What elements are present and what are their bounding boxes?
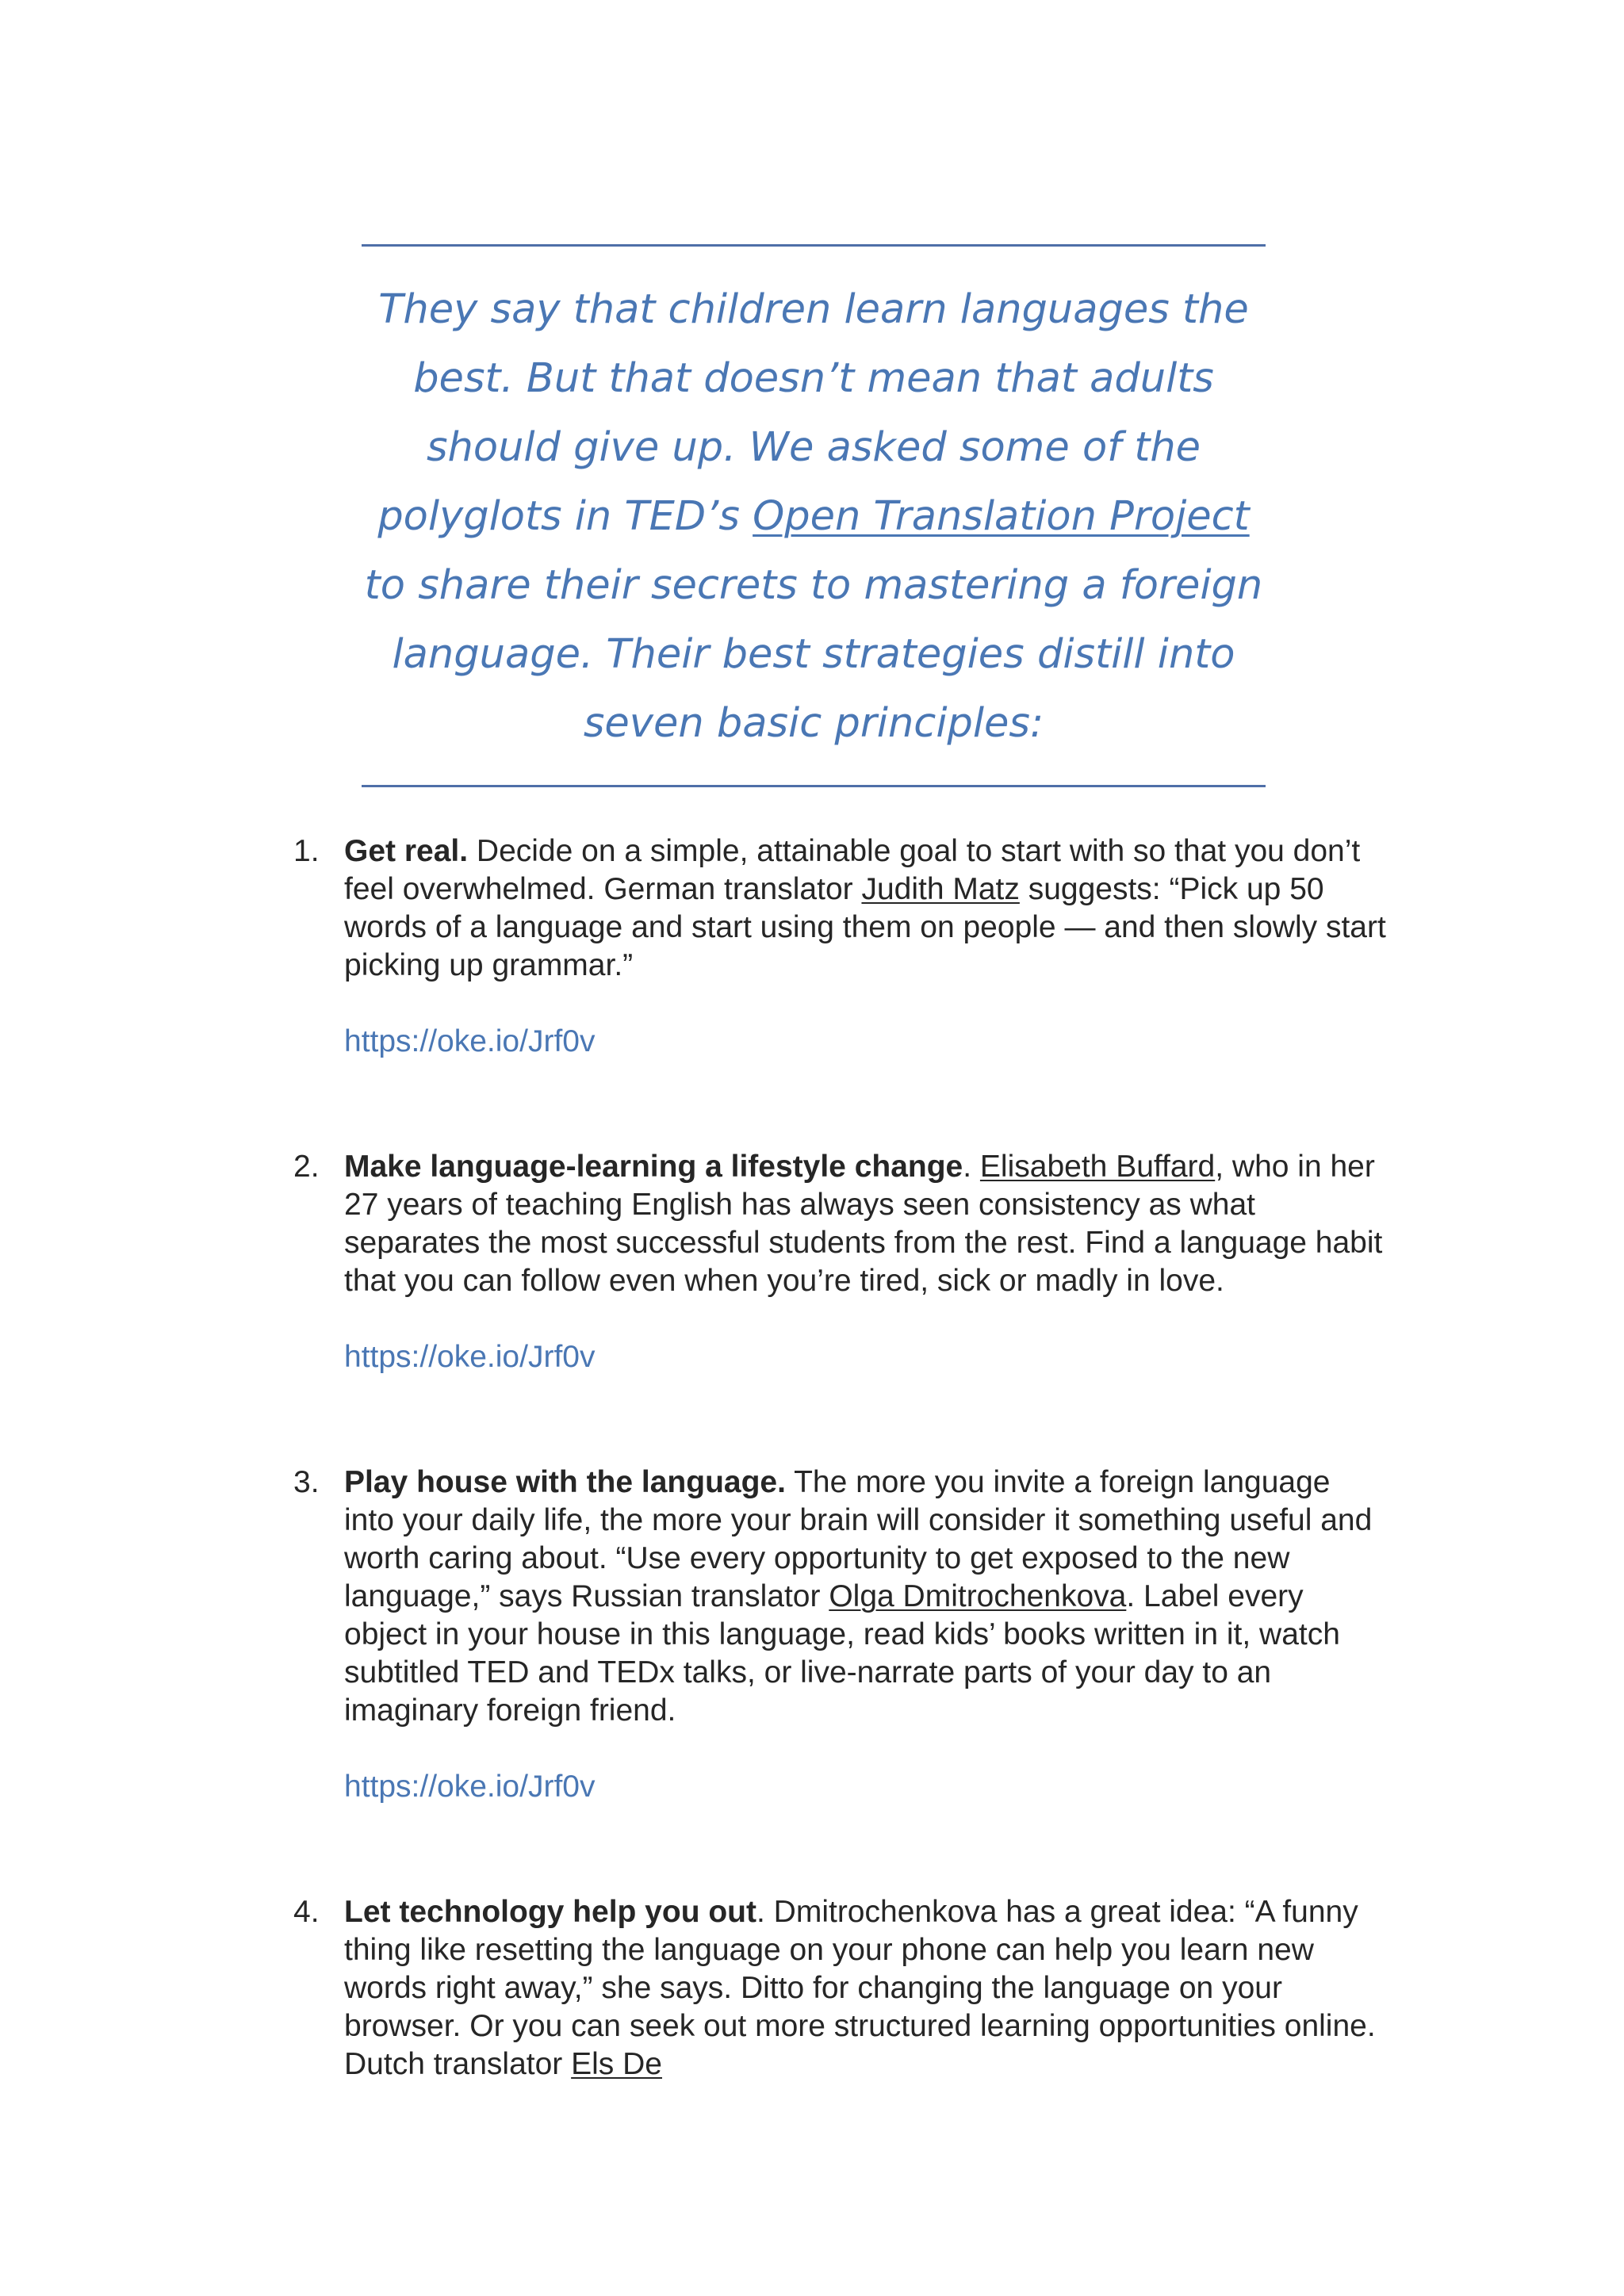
item-body: Decide on a simple, attainable goal to start with so that you don’t feel overwhelmed. German translator: [344, 834, 1361, 906]
item-text: [344, 1464, 1388, 1730]
item-title: Play house with the language.: [344, 1465, 786, 1499]
item-title: Get real.: [344, 834, 469, 868]
principles-list: [293, 832, 1388, 2171]
item-number: 1.: [293, 834, 320, 868]
item-title: Let technology help you out: [344, 1895, 756, 1929]
open-translation-project-link[interactable]: Open Translation Project: [753, 493, 1250, 540]
item-body: . Dmitrochenkova has a great idea: “A funny thing like resetting the language on your phone can help you learn new words right away,” she says. Ditto for changing the language on your browser. Or you can seek out more structured learning opportunities online. Dutch translator: [344, 1895, 1376, 2081]
item-body-pre: .: [963, 1150, 980, 1184]
item-body-cont: . Label every object in your house in this language, read kids’ books written in it, watch subtitled TED and TEDx talks, or live-narrate parts of your day to an imaginary foreign friend.: [344, 1579, 1340, 1728]
item-text: [344, 1893, 1388, 2084]
item-body-cont: suggests: “Pick up 50 words of a language and start using them on people — and then slowly start picking up grammar.”: [344, 872, 1386, 982]
item-title: Make language-learning a lifestyle change: [344, 1150, 963, 1184]
olga-dmitrochenkova-link[interactable]: Olga Dmitrochenkova: [829, 1579, 1127, 1613]
item-number: 2.: [293, 1150, 320, 1184]
item-body: , who in her 27 years of teaching English has always seen consistency as what separates the most successful students from the rest. Find a language habit that you can follow even when you’re tired, sick or madly in love.: [344, 1150, 1383, 1298]
intro-text-before: They say that children learn languages the best. But that doesn’t mean that adults should give up. We asked some of the polyglots in TED’s: [377, 286, 1249, 540]
judith-matz-link[interactable]: Judith Matz: [861, 872, 1020, 906]
item-number: 3.: [293, 1465, 320, 1499]
item-url-link[interactable]: https://oke.io/Jrf0v: [344, 1770, 596, 1804]
list-item-3: [293, 1464, 1388, 1806]
elisabeth-buffard-link[interactable]: Elisabeth Buffard: [979, 1150, 1216, 1184]
list-item-4: [293, 1893, 1388, 2084]
item-text: [344, 1148, 1388, 1300]
intro-quote-block: [362, 244, 1266, 787]
list-item-2: [293, 1148, 1388, 1376]
item-url-link[interactable]: https://oke.io/Jrf0v: [344, 1340, 596, 1374]
item-number: 4.: [293, 1895, 320, 1929]
intro-text-after: to share their secrets to mastering a foreign language. Their best strategies distill into seven basic principles:: [364, 562, 1263, 747]
els-de-link[interactable]: Els De: [571, 2047, 662, 2081]
list-item-1: [293, 832, 1388, 1061]
item-url-link[interactable]: https://oke.io/Jrf0v: [344, 1024, 596, 1058]
top-divider: [362, 244, 1266, 247]
item-text: [344, 832, 1388, 985]
bottom-divider: [362, 785, 1266, 787]
item-body: The more you invite a foreign language into your daily life, the more your brain will consider it something useful and worth caring about. “Use every opportunity to get exposed to the new language,” says Russian translator: [344, 1465, 1373, 1613]
intro-quote: [362, 275, 1266, 758]
